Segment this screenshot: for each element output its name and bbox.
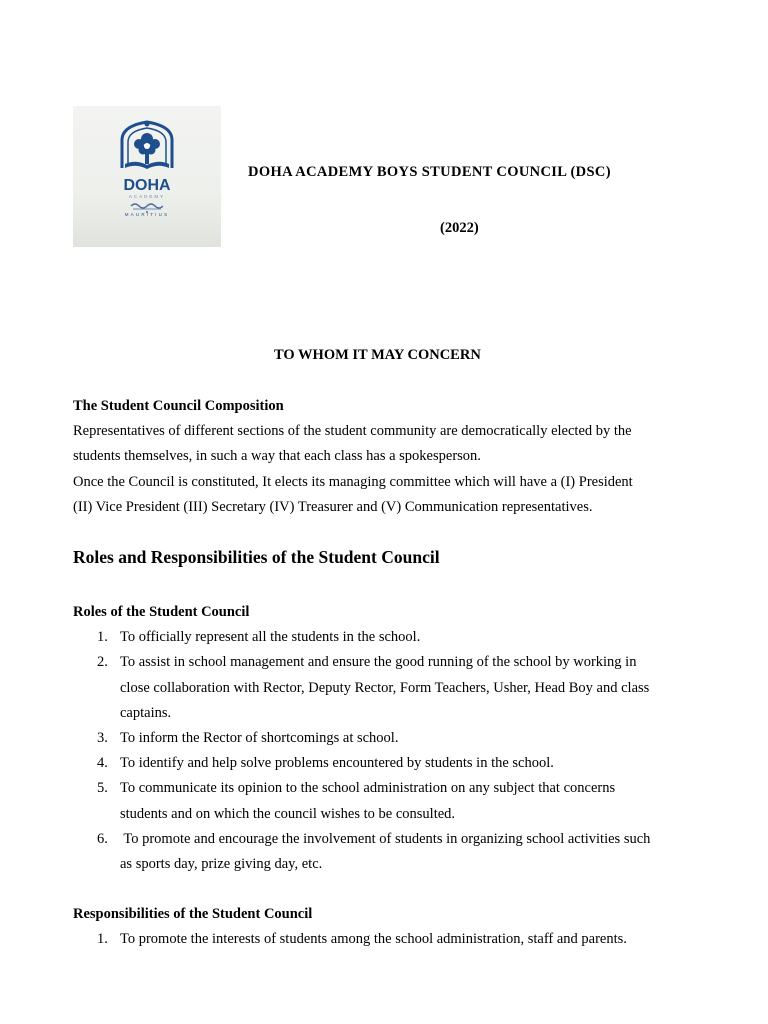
composition-line: Once the Council is constituted, It elects its managing committee which will have a (I) President xyxy=(73,473,633,490)
responsibilities-heading: Responsibilities of the Student Council xyxy=(73,906,313,922)
list-number: 1. xyxy=(97,931,108,948)
list-number: 1. xyxy=(97,629,108,646)
list-text: To inform the Rector of shortcomings at school. xyxy=(120,730,399,747)
list-number: 4. xyxy=(97,755,108,772)
list-text: students and on which the council wishes to be consulted. xyxy=(120,805,456,822)
logo-sub: ACADEMY xyxy=(128,194,166,199)
list-item xyxy=(73,751,703,776)
council-title: DOHA ACADEMY BOYS STUDENT COUNCIL (DSC) xyxy=(248,164,611,180)
list-item xyxy=(73,927,703,952)
doha-academy-logo xyxy=(73,106,221,247)
list-number: 2. xyxy=(97,654,108,671)
list-text: To communicate its opinion to the school administration on any subject that concerns xyxy=(120,780,616,797)
composition-line: Representatives of different sections of the student community are democratically elected by the xyxy=(73,423,632,440)
list-number: 3. xyxy=(97,730,108,747)
council-year: (2022) xyxy=(440,220,479,236)
tree-arch-icon xyxy=(73,106,221,247)
responsibilities-list xyxy=(73,927,703,952)
roles-heading: Roles of the Student Council xyxy=(73,604,250,620)
composition-heading: The Student Council Composition xyxy=(73,398,284,414)
list-text: as sports day, prize giving day, etc. xyxy=(120,856,323,873)
list-text: To promote the interests of students among the school administration, staff and parents. xyxy=(120,931,627,948)
list-item xyxy=(73,650,703,726)
roles-list xyxy=(73,625,703,877)
list-text: To promote and encourage the involvement of students in organizing school activities such xyxy=(120,830,651,847)
responsibilities-section xyxy=(73,902,703,952)
list-text: close collaboration with Rector, Deputy Rector, Form Teachers, Usher, Head Boy and class xyxy=(120,679,650,696)
list-number: 5. xyxy=(97,780,108,797)
composition-line: students themselves, in such a way that each class has a spokesperson. xyxy=(73,448,481,465)
list-text: To officially represent all the students in the school. xyxy=(120,629,421,646)
list-text: To assist in school management and ensure the good running of the school by working in xyxy=(120,654,637,671)
roles-section xyxy=(73,600,703,877)
list-item xyxy=(73,827,703,877)
list-item xyxy=(73,625,703,650)
list-text: captains. xyxy=(120,704,172,721)
roles-responsibilities-heading: Roles and Responsibilities of the Student Council xyxy=(73,547,440,567)
composition-section xyxy=(73,394,703,520)
list-number: 6. xyxy=(97,830,108,847)
logo-name: DOHA xyxy=(123,177,171,194)
composition-line: (II) Vice President (III) Secretary (IV) Treasurer and (V) Communication representatives. xyxy=(73,498,593,515)
list-item xyxy=(73,726,703,751)
list-item xyxy=(73,776,703,826)
salutation: TO WHOM IT MAY CONCERN xyxy=(274,347,481,363)
list-text: To identify and help solve problems encountered by students in the school. xyxy=(120,755,554,772)
logo-place: MAURITIUS xyxy=(124,212,170,217)
